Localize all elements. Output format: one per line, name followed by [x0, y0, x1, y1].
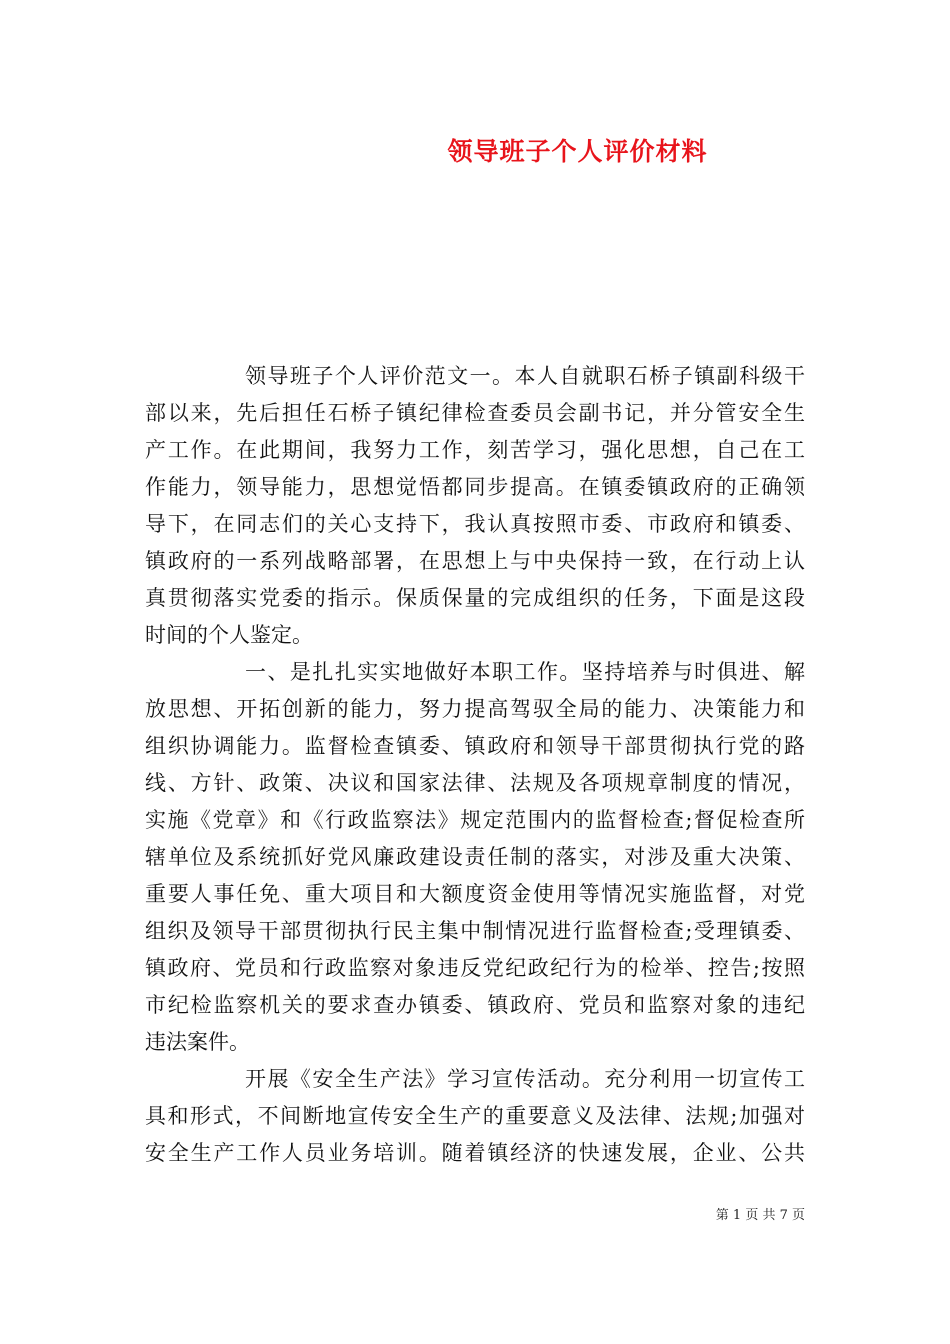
paragraph	[145, 1061, 805, 1172]
text-line: 真贯彻落实党委的指示。保质保量的完成组织的任务，下面是这段	[145, 586, 805, 610]
text-line: 部以来，先后担任石桥子镇纪律检查委员会副书记，并分管安全生	[145, 401, 805, 425]
text-line: 导下，在同志们的关心支持下，我认真按照市委、市政府和镇委、	[145, 512, 805, 536]
text-line: 镇政府、党员和行政监察对象违反党纪政纪行为的检举、控告;按照	[145, 956, 805, 980]
text-line: 镇政府的一系列战略部署，在思想上与中央保持一致，在行动上认	[145, 549, 805, 573]
text-line: 违法案件。	[145, 1030, 250, 1054]
text-line: 线、方针、政策、决议和国家法律、法规及各项规章制度的情况，	[145, 771, 805, 795]
text-line: 安全生产工作人员业务培训。随着镇经济的快速发展，企业、公共	[145, 1141, 805, 1165]
text-line: 具和形式，不间断地宣传安全生产的重要意义及法律、法规;加强对	[145, 1104, 805, 1128]
page-number: 第 1 页 共 7 页	[715, 1208, 805, 1223]
text-line: 时间的个人鉴定。	[145, 623, 313, 647]
text-line: 组织协调能力。监督检查镇委、镇政府和领导干部贯彻执行党的路	[145, 734, 805, 758]
text-line: 组织及领导干部贯彻执行民主集中制情况进行监督检查;受理镇委、	[145, 919, 805, 943]
text-line: 辖单位及系统抓好党风廉政建设责任制的落实，对涉及重大决策、	[145, 845, 805, 869]
text-line: 产工作。在此期间，我努力工作，刻苦学习，强化思想，自己在工	[145, 438, 805, 462]
text-line: 重要人事任免、重大项目和大额度资金使用等情况实施监督，对党	[145, 882, 805, 906]
text-line: 放思想、开拓创新的能力，努力提高驾驭全局的能力、决策能力和	[145, 697, 805, 721]
text-line: 开展《安全生产法》学习宣传活动。充分利用一切宣传工	[245, 1067, 805, 1091]
paragraph	[145, 654, 805, 1061]
paragraph	[145, 358, 805, 654]
text-line: 作能力，领导能力，思想觉悟都同步提高。在镇委镇政府的正确领	[145, 475, 805, 499]
text-line: 市纪检监察机关的要求查办镇委、镇政府、党员和监察对象的违纪	[145, 993, 805, 1017]
document-title: 领导班子个人评价材料	[447, 137, 708, 166]
document-body	[145, 358, 805, 1172]
text-line: 实施《党章》和《行政监察法》规定范围内的监督检查;督促检查所	[145, 808, 805, 832]
text-line: 一、是扎扎实实地做好本职工作。坚持培养与时俱进、解	[245, 660, 805, 684]
text-line: 领导班子个人评价范文一。本人自就职石桥子镇副科级干	[245, 364, 805, 388]
